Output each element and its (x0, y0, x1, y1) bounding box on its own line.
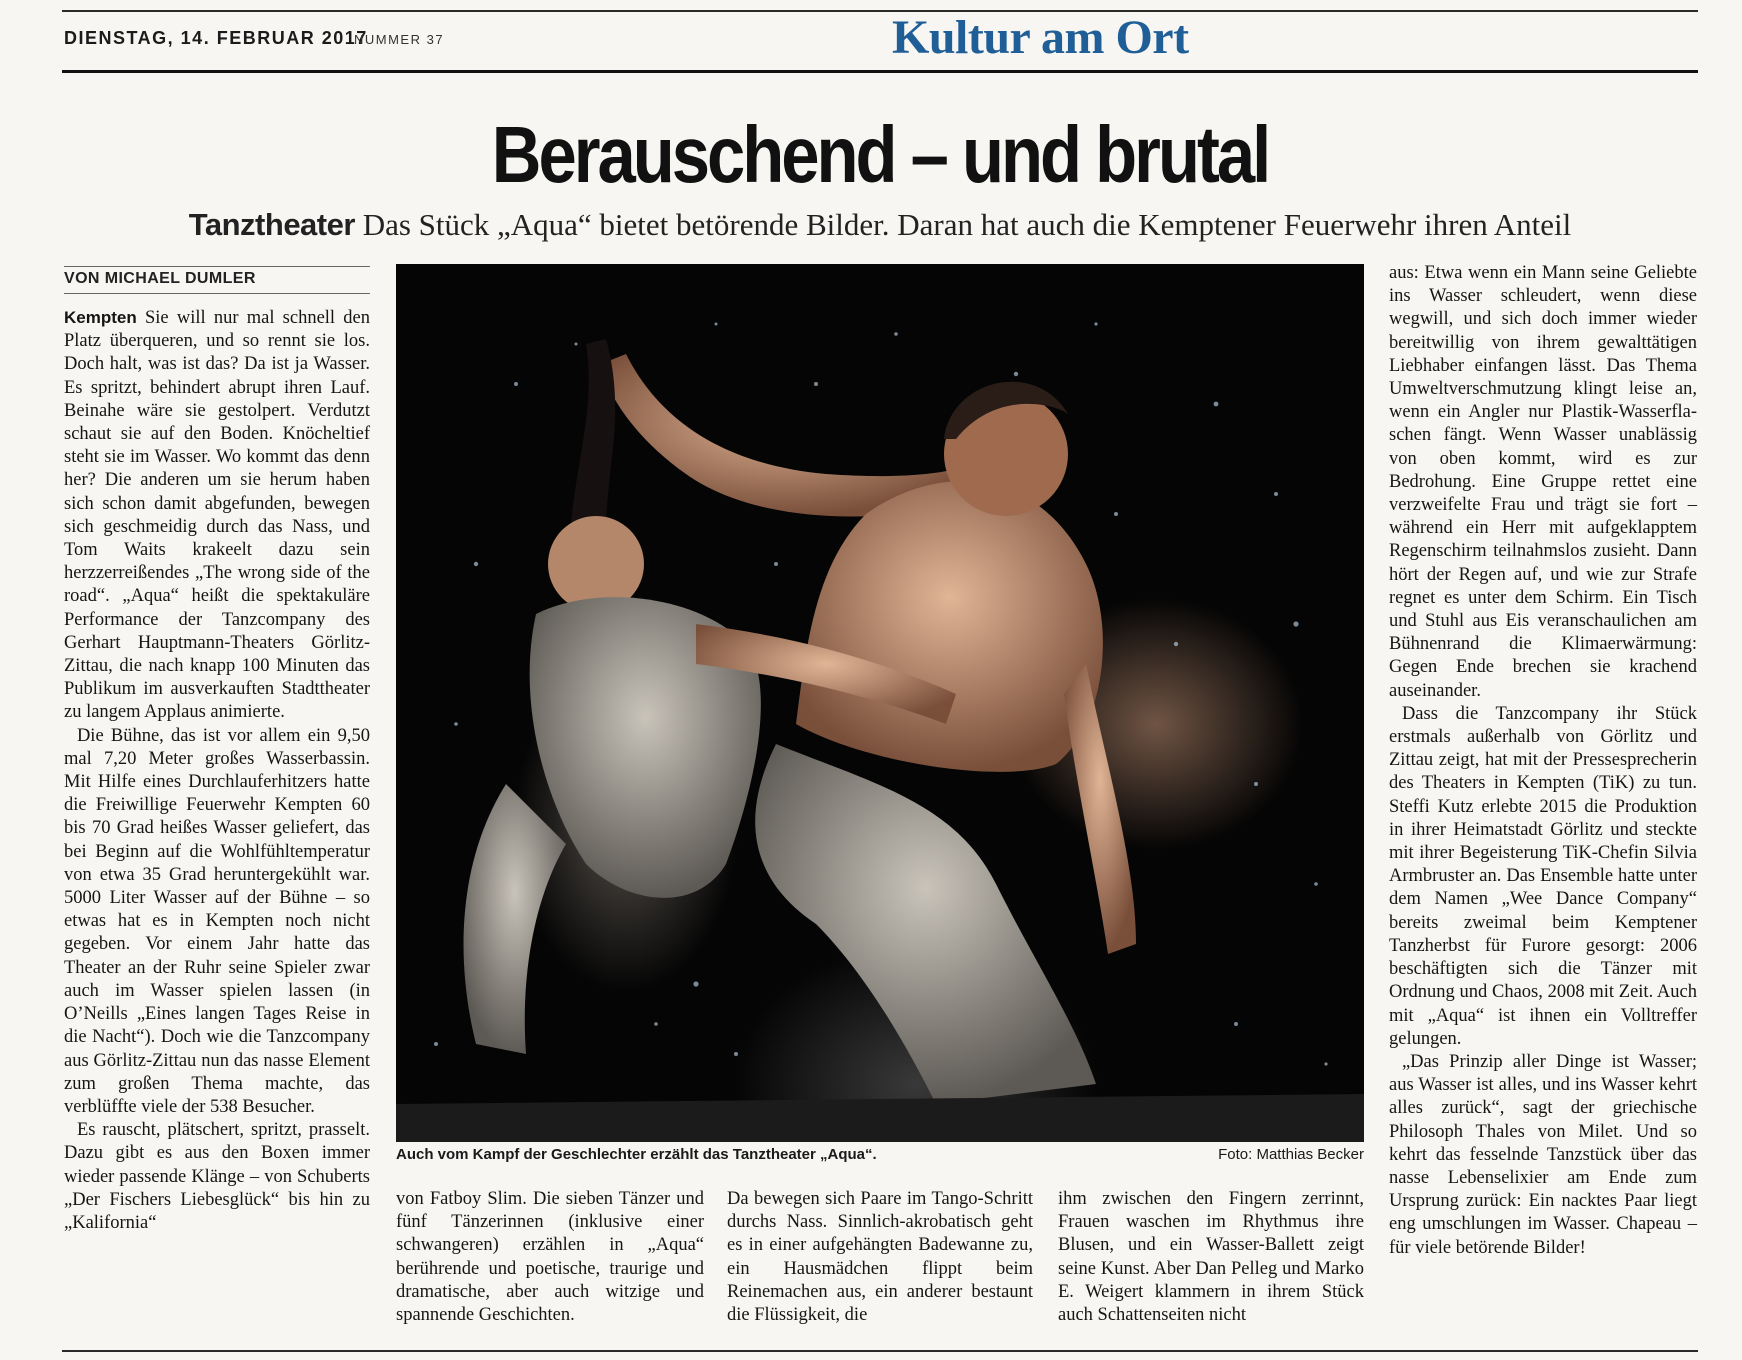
dateline: Kempten (64, 308, 137, 327)
woman-leg (464, 784, 566, 1054)
issue-number: NUMMER 37 (354, 32, 445, 47)
man-forearm (1064, 664, 1136, 954)
article-column-1 (64, 306, 370, 1326)
article-column-2 (396, 1188, 704, 1328)
man-legs (755, 744, 1096, 1104)
photo-caption (396, 1146, 1364, 1168)
headline: Berauschend – und brutal (491, 110, 1269, 199)
article-column-5 (1389, 262, 1697, 1330)
bottom-rule (62, 1350, 1698, 1352)
paragraph: ihm zwischen den Fingern zerrinnt, Frauen waschen im Rhythmus ihre Blusen, und ein Wasser-Ballett zeigt seine Kunst. Aber Dan Pelleg und Marko E. Weigert klammern in ihrem Stück auch Schattenseiten nicht (1058, 1189, 1364, 1326)
subheadline (62, 205, 1698, 245)
paragraph: Da bewegen sich Paare im Tango-Schritt durchs Nass. Sinnlich-akrobatisch geht es in einer aufgehängten Badewanne zu, ein Hausmädchen flippt beim Reinemachen aus, ein anderer bestaunt die Flüssigkeit, die (727, 1189, 1033, 1326)
paragraph: Dass die Tanzcompany ihr Stück erstmals außerhalb von Görlitz und Zittau zeigt, hat mit der Pressesprecherin des Theaters in Kempten (TiK) zu tun. Steffi Kutz erlebte 2015 die Produktion in ihrer Heimatstadt Görlitz und steckte mit ihrer Begeisterung TiK-Chefin Silvia Armbruster an. Das Ensemble hatte unter dem Namen „Wee Dance Company“ bereits zweimal beim Kemptener Tanzherbst für Furore gesorgt: 2006 beschäftigten sich die Tänzer mit Ordnung und Chaos, 2008 mit Zeit. Auch mit „Aqua“ ist ihnen ein Volltreffer gelungen. (1389, 703, 1697, 1049)
photo-credit: Foto: Matthias Becker (1218, 1146, 1364, 1163)
article-column-4 (1058, 1188, 1364, 1328)
paragraph: „Das Prinzip aller Dinge ist Wasser; aus Wasser ist alles, und ins Wasser kehrt alles zurück“, sagt der griechische Philosoph Thales von Milet. Und so kehrt das fesselnde Tanzstück über das nasse Lebenselixier am Ende zum Ursprung zurück: Ein nacktes Paar liegt eng umschlungen im Wasser. Chapeau – für viele betörende Bilder! (1389, 1051, 1697, 1258)
paragraph: Die Bühne, das ist vor allem ein 9,50 mal 7,20 Meter großes Wasserbassin. Mit Hilfe eines Durchlauferhitzers hatte die Freiwillige Feuerwehr Kempten 60 bis 70 Grad heißes Wasser geliefert, das bei Beginn auf die Wohlfühltemperatur von etwa 35 Grad heruntergekühlt war. 5000 Liter Wasser auf der Bühne – so etwas hat es in Kempten noch nicht gegeben. Vor einem Jahr hatte das Theater an der Ruhr seine Spieler zwar auch im Wasser spielen lassen (in O’Neills „Eines langen Tages Reise in die Nacht“). Doch wie die Tanzcompany aus Görlitz-Zittau nun das nasse Element zum großen Thema machte, das verblüffte viele der 538 Besucher. (64, 725, 370, 1117)
caption-text: Auch vom Kampf der Geschlechter erzählt das Tanztheater „Aqua“. (396, 1146, 877, 1163)
masthead-rule (62, 70, 1698, 73)
paragraph: Es rauscht, plätschert, spritzt, prasselt. Dazu gibt es aus den Boxen immer wieder passende Klänge – von Schuberts „Der Fischers Liebesglück“ bis hin zu „Kalifornia“ (64, 1120, 370, 1233)
subheadline-text: Das Stück „Aqua“ bietet betörende Bilder. Daran hat auch die Kemptener Feuerwehr ihren Anteil (362, 207, 1572, 242)
paragraph: aus: Etwa wenn ein Mann seine Geliebte ins Wasser schleudert, wenn diese wegwill, und sich doch immer wieder bereitwillig von ihrem gewalttätigen Liebhaber einfangen lässt. Das Thema Umweltverschmutzung klingt leise an, wenn ein Angler nur Plastik-Wasserflaschen fängt. Wenn Wasser unablässig von oben kommt, wird es zur Bedrohung. Eine Gruppe rettet eine verzweifelte Frau und trägt sie fort – während ein Herr mit aufgeklapptem Regenschirm teilnahmslos zusieht. Dann hört der Regen auf, und wie zur Strafe regnet es unter dem Schirm. Ein Tisch und Stuhl aus Eis veranschaulichen am Bühnenrand die Klimaerwärmung: Gegen Ende brechen sie krachend auseinander. (1389, 263, 1697, 701)
masthead (62, 12, 1698, 72)
article-column-3 (727, 1188, 1033, 1328)
kicker: Tanztheater (188, 207, 355, 242)
byline: VON MICHAEL DUMLER (64, 266, 370, 294)
paragraph-text: Sie will nur mal schnell den Platz überqueren, und so rennt sie los. Doch halt, was ist das? Da ist ja Wasser. Es spritzt, behindert abrupt ihren Lauf. Beinahe wäre sie gestolpert. Verdutzt schaut sie auf den Boden. Knöcheltief steht sie im Wasser. Wo kommt das denn her? Die anderen um sie herum haben sich schon damit abgefunden, bewegen sich geschmeidig durch das Nass, und Tom Waits krakeelt dazu sein herzzerreißendes „The wrong side of the road“. „Aqua“ heißt die spektakuläre Performance der Tanzcompany des Gerhart Hauptmann-Theaters Görlitz-Zittau, die nach knapp 100 Minuten das Publikum im ausverkauften Stadttheater zu langem Applaus animierte. (64, 308, 371, 723)
article-photo (396, 264, 1364, 1142)
section-title: Kultur am Ort (892, 11, 1189, 64)
man-torso (796, 481, 1103, 772)
dancers-illustration (396, 264, 1364, 1142)
issue-date: DIENSTAG, 14. FEBRUAR 2017 (64, 28, 368, 48)
stage-floor (396, 1094, 1364, 1142)
paragraph: von Fatboy Slim. Die sieben Tänzer und fünf Tänzerinnen (inklusive einer schwangeren) erzählen in „Aqua“ berührende und poetische, traurige und dramatische, aber auch witzige und spannende Geschichten. (396, 1189, 704, 1326)
paragraph (64, 306, 370, 725)
